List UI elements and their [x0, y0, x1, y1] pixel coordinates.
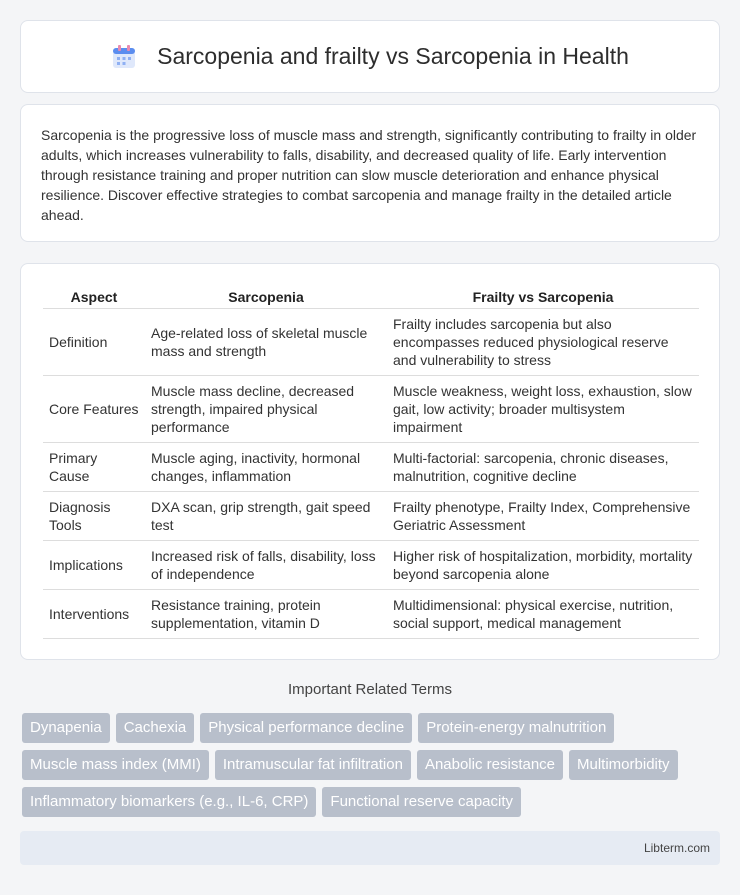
- cell-sarcopenia: Resistance training, protein supplementation, vitamin D: [145, 590, 387, 639]
- term-tag[interactable]: Multimorbidity: [569, 750, 678, 780]
- header-aspect: Aspect: [43, 282, 145, 309]
- table-header-row: [43, 282, 699, 309]
- term-tag[interactable]: Anabolic resistance: [417, 750, 563, 780]
- calendar-icon: [111, 44, 137, 70]
- term-tag[interactable]: Physical performance decline: [200, 713, 412, 743]
- term-tag[interactable]: Functional reserve capacity: [322, 787, 521, 817]
- header-frailty: Frailty vs Sarcopenia: [387, 282, 699, 309]
- table-row: [43, 492, 699, 541]
- term-tag[interactable]: Muscle mass index (MMI): [22, 750, 209, 780]
- table-row: [43, 541, 699, 590]
- table-row: [43, 309, 699, 376]
- cell-sarcopenia: Muscle aging, inactivity, hormonal changes, inflammation: [145, 443, 387, 492]
- page-title: Sarcopenia and frailty vs Sarcopenia in Health: [157, 43, 629, 69]
- related-terms-title: Important Related Terms: [288, 681, 452, 698]
- intro-card: [20, 104, 720, 242]
- term-tag[interactable]: Cachexia: [116, 713, 195, 743]
- cell-frailty: Multi-factorial: sarcopenia, chronic diseases, malnutrition, cognitive decline: [387, 443, 699, 492]
- cell-aspect: Core Features: [43, 376, 145, 443]
- term-tag[interactable]: Dynapenia: [22, 713, 110, 743]
- related-terms-list: [22, 713, 722, 817]
- term-tag[interactable]: Protein-energy malnutrition: [418, 713, 614, 743]
- comparison-table: [43, 282, 699, 639]
- cell-aspect: Definition: [43, 309, 145, 376]
- cell-sarcopenia: Increased risk of falls, disability, loss of independence: [145, 541, 387, 590]
- comparison-table-card: [20, 263, 720, 660]
- cell-aspect: Implications: [43, 541, 145, 590]
- table-row: [43, 443, 699, 492]
- footer: [20, 831, 720, 865]
- cell-frailty: Frailty phenotype, Frailty Index, Comprehensive Geriatric Assessment: [387, 492, 699, 541]
- cell-aspect: Interventions: [43, 590, 145, 639]
- term-tag[interactable]: Inflammatory biomarkers (e.g., IL-6, CRP): [22, 787, 316, 817]
- cell-frailty: Higher risk of hospitalization, morbidity, mortality beyond sarcopenia alone: [387, 541, 699, 590]
- title-card: [20, 20, 720, 93]
- table-row: [43, 376, 699, 443]
- cell-aspect: Primary Cause: [43, 443, 145, 492]
- intro-text: Sarcopenia is the progressive loss of muscle mass and strength, significantly contributing to frailty in older adults, which increases vulnerability to falls, disability, and decreased quality of life. Early intervention through resistance training and proper nutrition can slow muscle deterioration and enhance physical resilience. Discover effective strategies to combat sarcopenia and manage frailty in the detailed article ahead.: [41, 127, 697, 223]
- cell-frailty: Muscle weakness, weight loss, exhaustion, slow gait, low activity; broader multisystem impairment: [387, 376, 699, 443]
- term-tag[interactable]: Intramuscular fat infiltration: [215, 750, 411, 780]
- cell-sarcopenia: Age-related loss of skeletal muscle mass and strength: [145, 309, 387, 376]
- footer-site-link[interactable]: Libterm.com: [643, 841, 710, 855]
- header-sarcopenia: Sarcopenia: [145, 282, 387, 309]
- table-row: [43, 590, 699, 639]
- cell-frailty: Multidimensional: physical exercise, nutrition, social support, medical management: [387, 590, 699, 639]
- cell-sarcopenia: DXA scan, grip strength, gait speed test: [145, 492, 387, 541]
- cell-sarcopenia: Muscle mass decline, decreased strength, impaired physical performance: [145, 376, 387, 443]
- cell-frailty: Frailty includes sarcopenia but also encompasses reduced physiological reserve and vulnerability to stress: [387, 309, 699, 376]
- cell-aspect: Diagnosis Tools: [43, 492, 145, 541]
